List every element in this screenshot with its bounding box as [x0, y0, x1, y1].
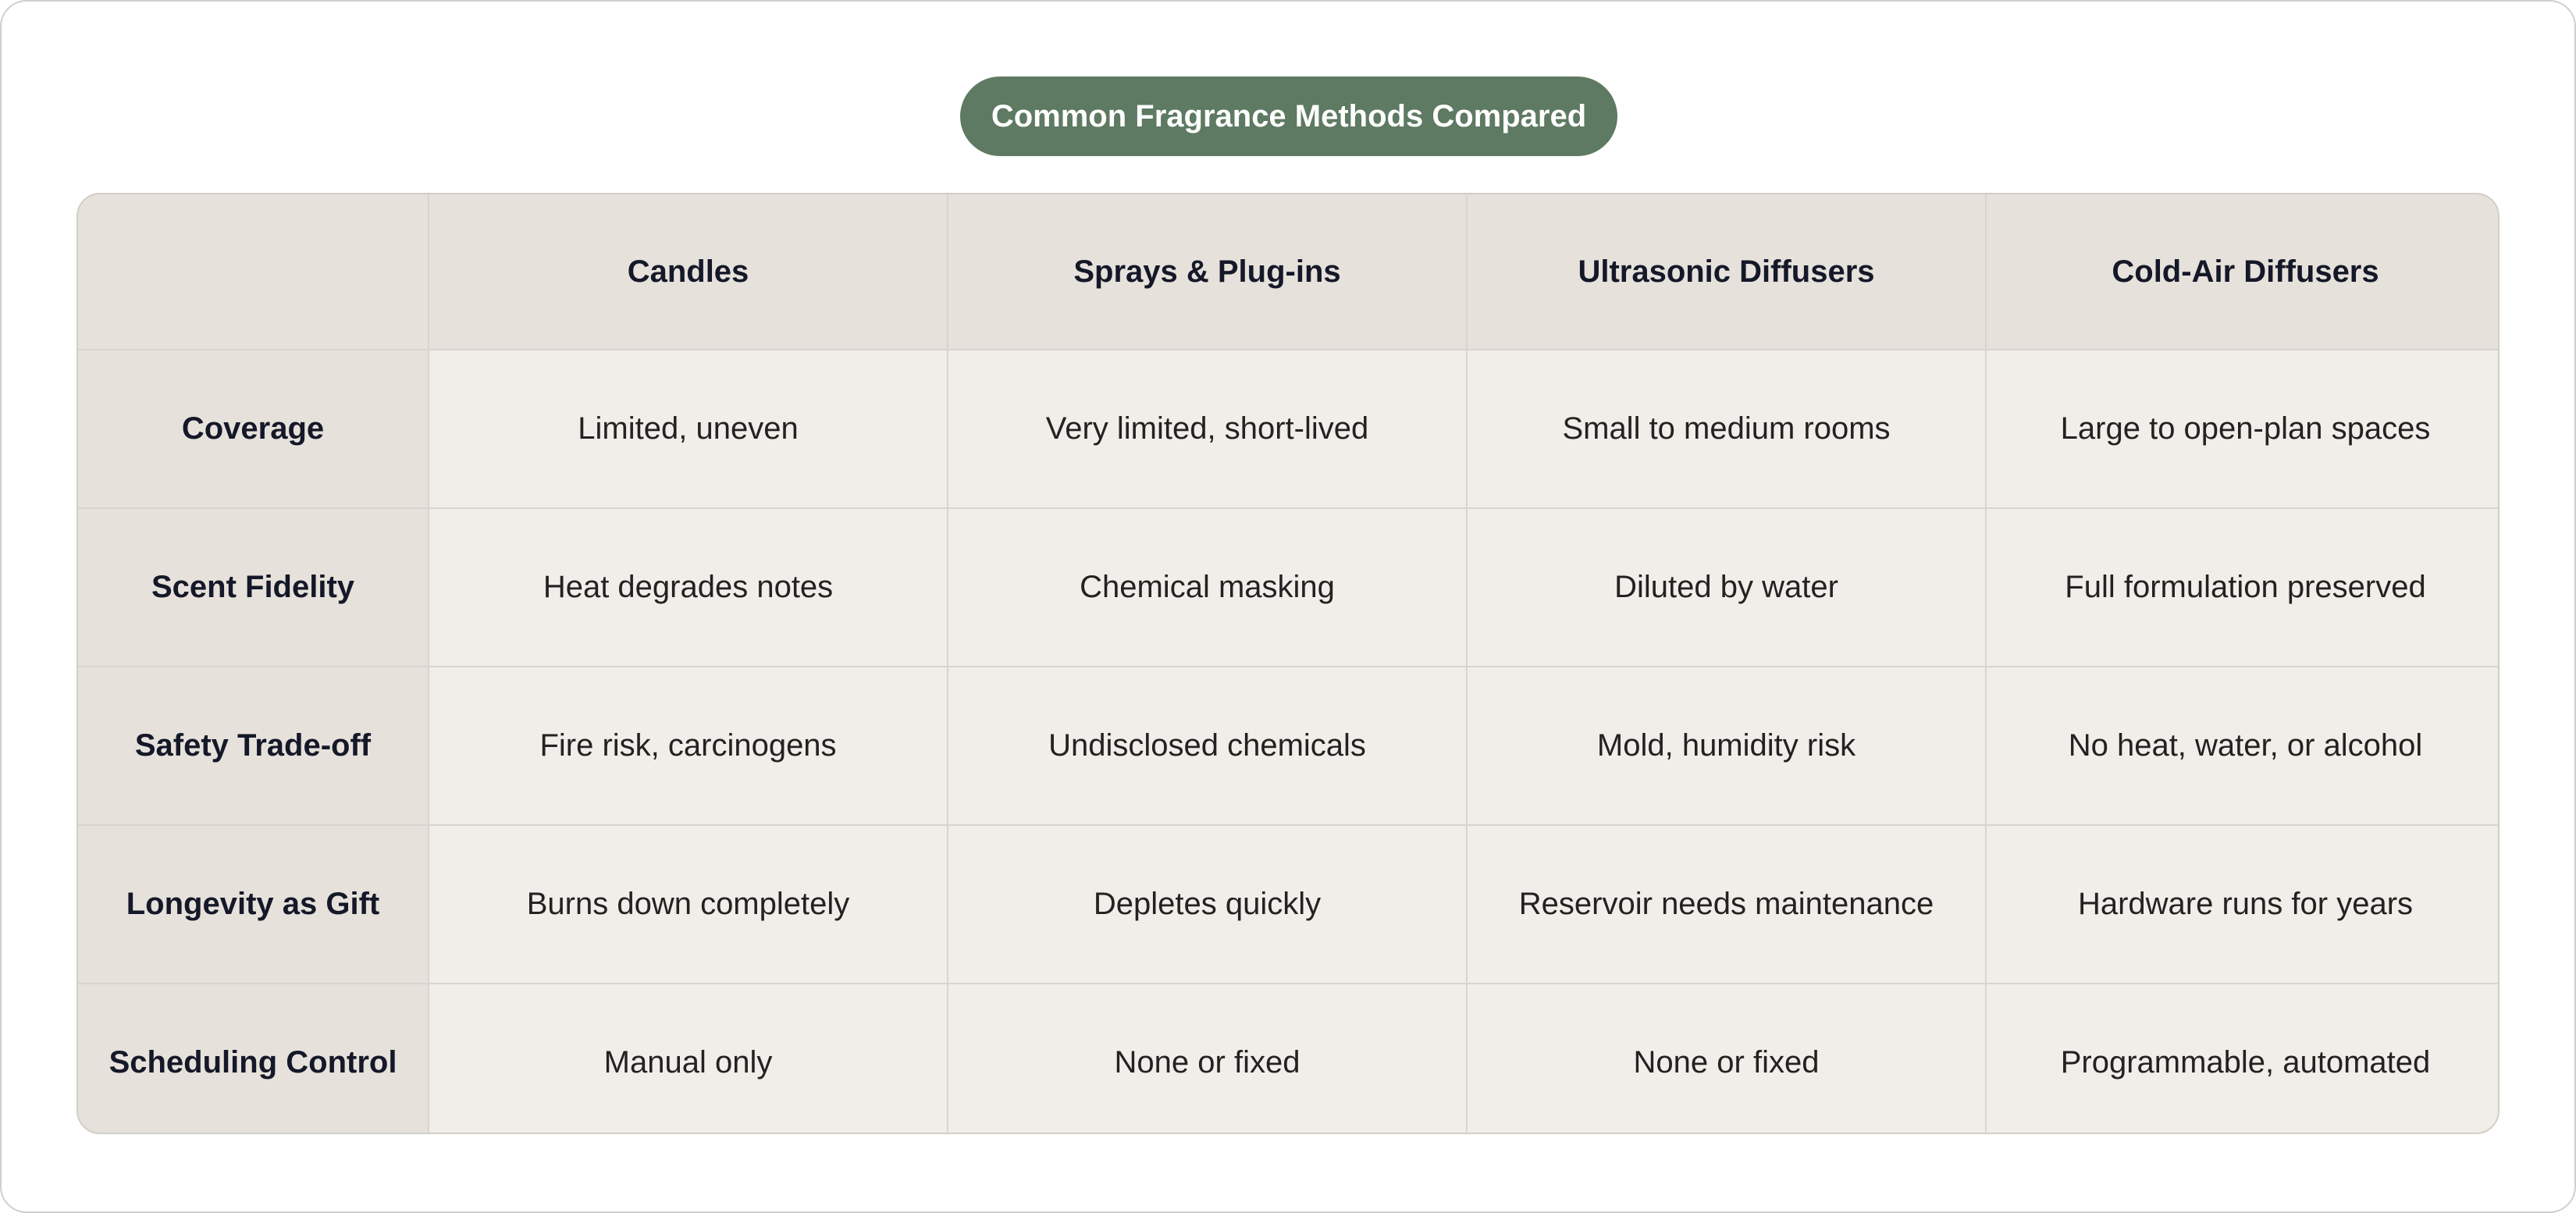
table-cell: Small to medium rooms — [1468, 350, 1985, 507]
row-header-coverage: Coverage — [78, 350, 428, 507]
row-header-safety-tradeoff: Safety Trade-off — [78, 667, 428, 824]
column-header-candles: Candles — [429, 194, 947, 349]
table-cell: Undisclosed chemicals — [948, 667, 1466, 824]
table-cell: Full formulation preserved — [1987, 509, 2500, 666]
table-cell: Reservoir needs maintenance — [1468, 826, 1985, 983]
table-cell: Chemical masking — [948, 509, 1466, 666]
column-header-cold-air-diffusers: Cold-Air Diffusers — [1987, 194, 2500, 349]
table-cell: None or fixed — [948, 984, 1466, 1134]
table-cell: None or fixed — [1468, 984, 1985, 1134]
comparison-table — [76, 193, 2500, 1134]
table-cell: Depletes quickly — [948, 826, 1466, 983]
row-header-scheduling-control: Scheduling Control — [78, 984, 428, 1134]
table-cell: Large to open-plan spaces — [1987, 350, 2500, 507]
column-header-ultrasonic-diffusers: Ultrasonic Diffusers — [1468, 194, 1985, 349]
column-header-sprays-plugins: Sprays & Plug-ins — [948, 194, 1466, 349]
table-cell: No heat, water, or alcohol — [1987, 667, 2500, 824]
table-cell: Diluted by water — [1468, 509, 1985, 666]
table-cell: Burns down completely — [429, 826, 947, 983]
table-cell: Hardware runs for years — [1987, 826, 2500, 983]
page-title: Common Fragrance Methods Compared — [960, 76, 1617, 156]
table-cell: Programmable, automated — [1987, 984, 2500, 1134]
row-header-longevity-as-gift: Longevity as Gift — [78, 826, 428, 983]
table-cell: Fire risk, carcinogens — [429, 667, 947, 824]
row-header-scent-fidelity: Scent Fidelity — [78, 509, 428, 666]
table-cell: Very limited, short-lived — [948, 350, 1466, 507]
table-cell: Heat degrades notes — [429, 509, 947, 666]
table-cell: Manual only — [429, 984, 947, 1134]
table-cell: Mold, humidity risk — [1468, 667, 1985, 824]
table-corner-cell — [78, 194, 428, 349]
table-cell: Limited, uneven — [429, 350, 947, 507]
